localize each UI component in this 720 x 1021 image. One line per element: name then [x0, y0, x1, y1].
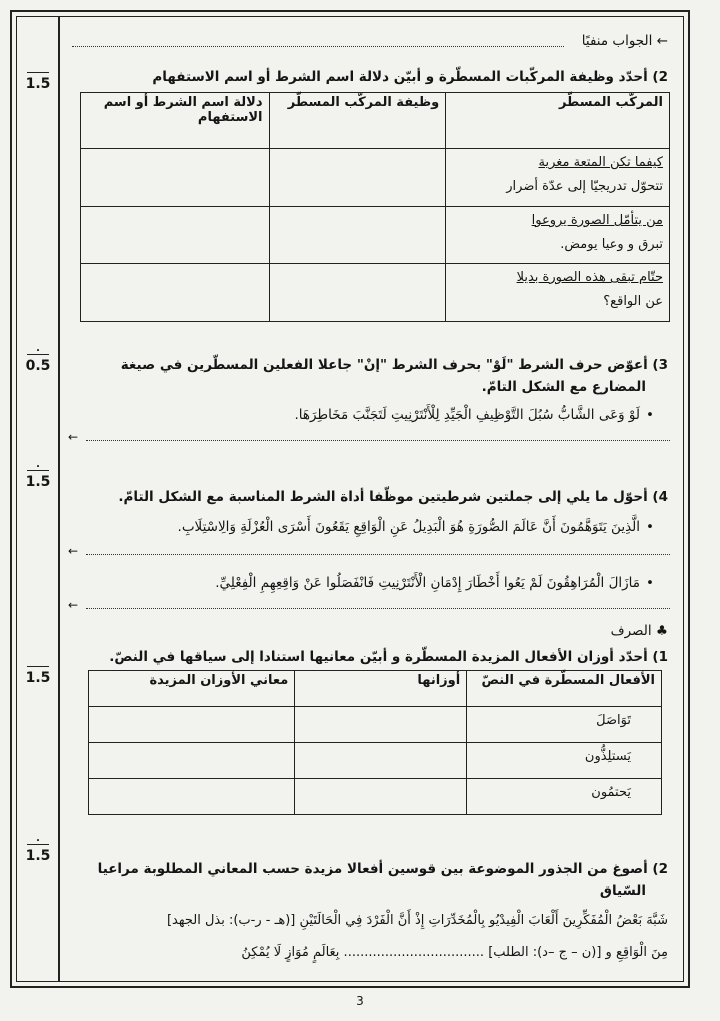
q4-sentence2: • مَازَالَ الْمُرَاهِقُونَ لَمْ يَعُوا أَخْطَارَ إِدْمَانِ الْأَنْتَرْنِيتِ فَانْفَصَلُوا عَنْ وَاقِعِهِمِ الْفِعْلِيِّ.	[68, 572, 654, 594]
q2-row3-compound: حتّام تبقى هذه الصورة بديلا عن الواقع؟	[446, 264, 670, 322]
score-q3: . 0.5	[25, 343, 51, 374]
sarf-verb-2: يَستلِذُّون	[467, 743, 662, 779]
q2-row2-function[interactable]	[269, 207, 446, 264]
q2-header-row	[81, 93, 670, 149]
q2-row	[81, 149, 670, 207]
sarf-header-meanings: معاني الأوزان المزيدة	[89, 671, 295, 707]
score-sarf-q1: 1.5	[16, 666, 60, 686]
q2-header-meaning: دلالة اسم الشرط أو اسم الاستفهام	[81, 93, 270, 149]
q4-sentence1: • الَّذِينَ يَتَوَهَّمُونَ أَنَّ عَالَمَ الصُّورَةِ هُوَ الْبَدِيلُ عَنِ الْوَاقِعِ يَقَعُونَ أَسْرَى الْعُزْلَةِ وَالِاسْتِلَابِ.	[68, 516, 654, 538]
sarf-row	[89, 743, 662, 779]
q4-answer-line1[interactable]	[86, 554, 670, 555]
sarf-meaning-2[interactable]	[89, 743, 295, 779]
q2-row2-meaning[interactable]	[81, 207, 270, 264]
sarf-header-verbs: الأفعال المسطّرة في النصّ	[467, 671, 662, 707]
answer-negative-line	[68, 30, 668, 52]
q3-title-line1: 3) أعوّض حرف الشرط "لَوْ" بحرف الشرط "إنْ" جاعلا الفعلين المسطّرين في صيغة	[120, 357, 668, 373]
sarf-q2-sentence-line2: مِنَ الْوَاقِعِ و [(ن – ج –د): الطلب] .................................. بِعَالَمٍ مُوَازٍ لَا يُمْكِنُ	[241, 945, 668, 960]
sarf-q2-title-line2: السّياق	[599, 883, 646, 899]
page-number: 3	[356, 994, 364, 1008]
score-q4: . 1.5	[25, 459, 51, 490]
q3-answer-line[interactable]	[86, 440, 670, 441]
q4-arrow2: ←	[68, 598, 79, 612]
q2-header-function: وظيفة المركّب المسطّر	[269, 93, 446, 149]
q3-sentence: • لَوْ وَعَى الشَّابُّ سُبُلَ التَّوْظِيفِ الْجَيِّدِ لِلْأَنْتَرْنِيتِ لَتَجَنَّبَ مَخَاطِرَهَا.	[68, 404, 654, 426]
sarf-form-2[interactable]	[295, 743, 467, 779]
answer-negative-label: ← الجواب منفيًا	[581, 33, 668, 49]
sarf-meaning-1[interactable]	[89, 707, 295, 743]
sarf-row	[89, 779, 662, 815]
sarf-verb-3: يَحتمُون	[467, 779, 662, 815]
sarf-header-row	[89, 671, 662, 707]
q3-title-line2: المضارع مع الشكل التامّ.	[481, 379, 646, 395]
q2-row	[81, 264, 670, 322]
q2-row1-meaning[interactable]	[81, 149, 270, 207]
q2-row	[81, 207, 670, 264]
sarf-form-1[interactable]	[295, 707, 467, 743]
sarf-row	[89, 707, 662, 743]
q2-row2-compound: من يتأمّل الصورة يروعوا تبرق و وعيا يومض.	[446, 207, 670, 264]
club-icon: ♣	[651, 623, 668, 639]
sarf-q1-title: 1) أحدّد أوزان الأفعال المزيدة المسطّرة و أبيّن معانيها استنادا إلى سياقها في النصّ.	[109, 649, 668, 665]
q2-title: 2) أحدّد وظيفة المركّبات المسطّرة و أبيّن دلالة اسم الشرط أو اسم الاستفهام	[152, 69, 668, 85]
q4-answer-line2[interactable]	[86, 608, 670, 609]
q2-table	[80, 92, 670, 322]
sarf-table	[88, 670, 662, 815]
sarf-header-forms: أوزانها	[295, 671, 467, 707]
score-sarf-q2: . 1.5	[25, 833, 51, 864]
q2-row3-function[interactable]	[269, 264, 446, 322]
sarf-q2-sentence-line1: شَبَّهَ بَعْضُ الْمُفَكِّرِينَ أَلْعَابَ الْفِيدْيُو بِالْمُخَدِّرَاتِ إِذْ أَنَّ الْفَرْدَ فِي الْحَالَتَيْنِ [(هـ - ر-ب): بذل الجهد]	[166, 913, 668, 928]
q2-row1-compound: كيفما تكن المتعة مغرية تتحوّل تدريجيّا إلى عدّة أضرار	[446, 149, 670, 207]
sarf-form-3[interactable]	[295, 779, 467, 815]
sarf-q2-title-line1: 2) أصوغ من الجذور الموضوعة بين قوسين أفعالا مزيدة حسب المعاني المطلوبة مراعيا	[97, 861, 668, 877]
score-q2: 1.5	[16, 72, 60, 92]
q2-row1-function[interactable]	[269, 149, 446, 207]
q3-arrow: ←	[68, 430, 79, 444]
q2-row3-meaning[interactable]	[81, 264, 270, 322]
q2-header-compound: المركّب المسطّر	[446, 93, 670, 149]
sarf-verb-1: تَوَاصَلَ	[467, 707, 662, 743]
answer-dotted-line	[72, 46, 564, 47]
sarf-meaning-3[interactable]	[89, 779, 295, 815]
q4-title: 4) أحوّل ما يلي إلى جملتين شرطيتين موظّفا أداة الشرط المناسبة مع الشكل التامّ.	[118, 489, 668, 505]
q4-arrow1: ←	[68, 544, 79, 558]
sarf-heading: ♣ الصرف	[610, 623, 668, 639]
exam-content	[62, 16, 676, 982]
